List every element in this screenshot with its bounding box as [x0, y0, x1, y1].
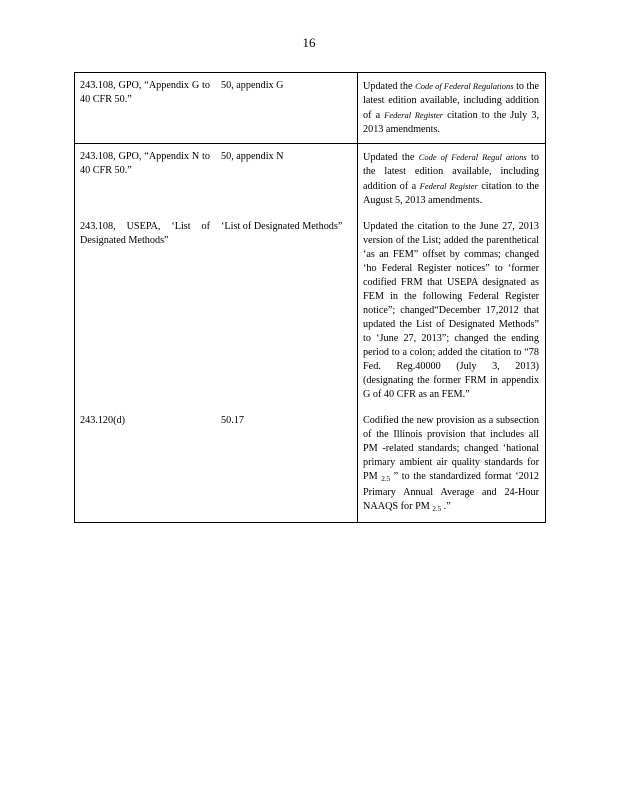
source-cell: 50, appendix N	[216, 144, 358, 215]
page-number: 16	[302, 35, 316, 50]
table-row	[75, 214, 546, 408]
section-cell: 243.108, GPO, “Appendix G to 40 CFR 50.”	[75, 73, 217, 144]
source-cell: 50.17	[216, 408, 358, 523]
table-row	[75, 144, 546, 215]
source-cell: ‘List of Designated Methods”	[221, 221, 343, 232]
table-row	[75, 408, 546, 523]
amendments-table	[74, 72, 546, 523]
section-cell: 243.120(d)	[75, 408, 217, 523]
note-cell: Codified the new provision as a subsection of the Illinois provision that includes all PM -related standards; changed ‘hational primary ambient air quality standards for PM $_{2.5}$ ” to the standardized format ‘2012 Primary Annual Average and 24-Hour NAAQS for PM $_{2.5}$ .”	[358, 408, 546, 523]
note-cell: Updated the Code of Federal Regulations to the latest edition available, including addition of a Federal Register citation to the July 3, 2013 amendments.	[358, 73, 546, 144]
section-cell: 243.108, GPO, “Appendix N to 40 CFR 50.”	[75, 144, 217, 215]
section-cell: 243.108, USEPA, ‘List of Designated Methods”	[80, 221, 210, 246]
source-cell: 50, appendix G	[216, 73, 358, 144]
table-row	[75, 73, 546, 144]
note-cell: Updated the Code of Federal Regul ations to the latest edition available, including addition of a Federal Register citation to the August 5, 2013 amendments.	[358, 144, 546, 215]
note-cell: Updated the citation to the June 27, 2013 version of the List; added the parenthetical ‘as an FEM” offset by commas; changed ‘ho Federal Register notices” to ‘former codified FRM that USEPA designated as FEM in the following Federal Register notice”; changed“December 17,2012 that updated the List of Designated Methods” to ‘June 27, 2013”; changed the ending period to a colon; added the citation to “78 Fed. Reg.40000 (July 3, 2013) (designating the former FRM in appendix G of 40 CFR as an FEM.”	[358, 214, 546, 408]
